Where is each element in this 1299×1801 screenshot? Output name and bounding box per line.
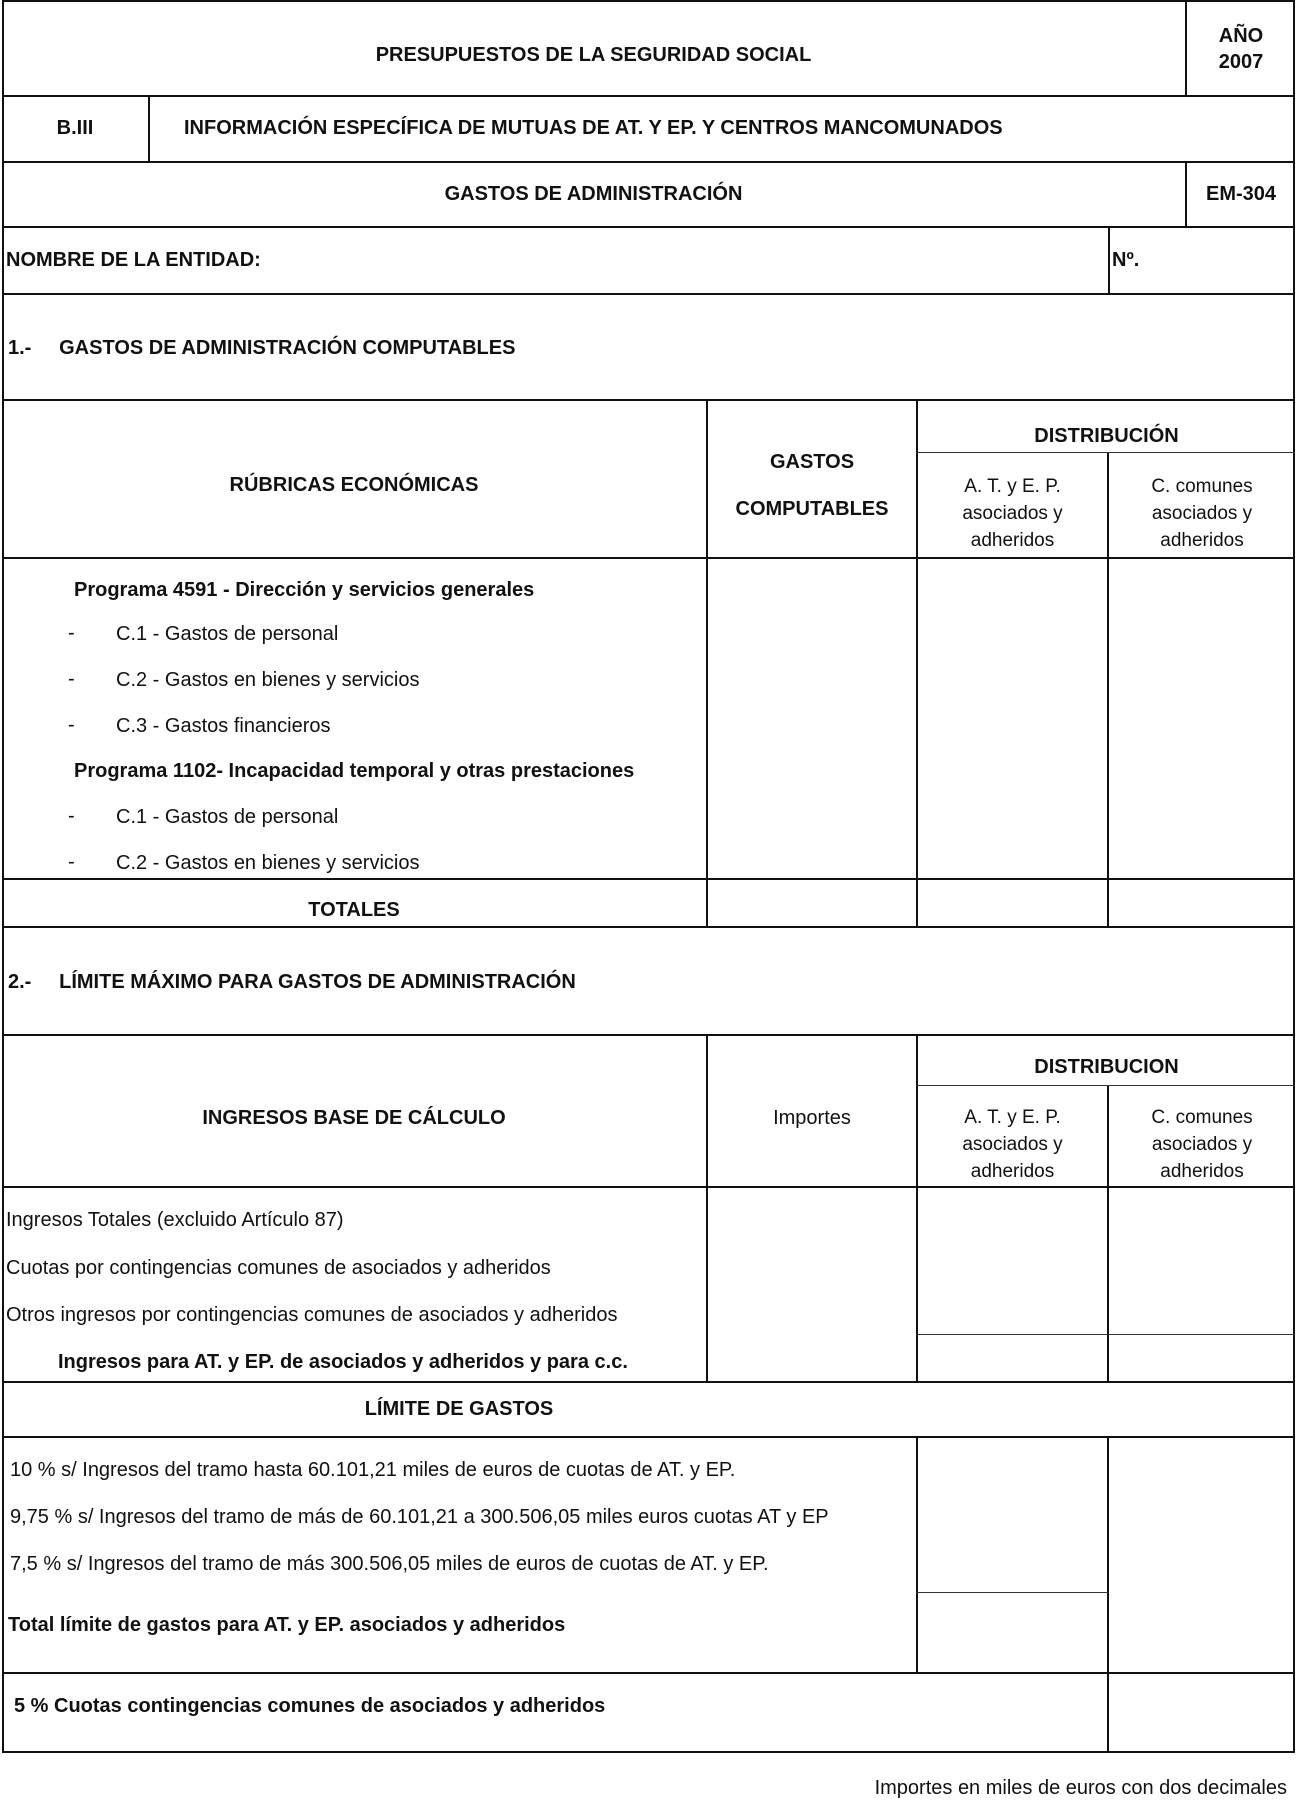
income-total: Ingresos para AT. y EP. de asociados y adheridos y para c.c.	[58, 1351, 628, 1373]
divider	[2, 1186, 1295, 1188]
cuotas-5-percent: 5 % Cuotas contingencias comunes de asociados y adheridos	[14, 1695, 606, 1717]
column-header-importes: Importes	[773, 1107, 851, 1129]
section-code: B.III	[56, 117, 94, 139]
year-label: AÑO	[1218, 25, 1264, 47]
column-header-at: A. T. y E. P.	[964, 476, 1061, 497]
list-item: C.1 - Gastos de personal	[116, 623, 339, 645]
column-header-ingresos: INGRESOS BASE DE CÁLCULO	[202, 1107, 506, 1129]
divider	[2, 926, 1295, 928]
list-item: C.3 - Gastos financieros	[116, 715, 331, 737]
column-header-at: adheridos	[970, 1161, 1055, 1182]
form-code: EM-304	[1205, 183, 1277, 205]
divider	[916, 452, 1295, 453]
divider	[916, 1592, 1108, 1593]
column-header-cc: C. comunes	[1151, 476, 1253, 497]
divider	[148, 95, 150, 162]
section2-title: 2.- LÍMITE MÁXIMO PARA GASTOS DE ADMINISTRACIÓN	[8, 971, 576, 993]
divider	[2, 1436, 1295, 1438]
bullet-dash: -	[68, 805, 75, 827]
column-header-distribucion: DISTRIBUCION	[1034, 1056, 1179, 1078]
column-header-at: asociados y	[962, 503, 1063, 524]
divider	[706, 399, 708, 927]
divider	[1107, 1436, 1109, 1753]
divider	[916, 1034, 918, 1382]
divider	[2, 1381, 1295, 1383]
column-header-cc: asociados y	[1151, 1134, 1253, 1155]
list-item: C.2 - Gastos en bienes y servicios	[116, 852, 420, 874]
entity-name-label: NOMBRE DE LA ENTIDAD:	[6, 249, 261, 271]
divider	[2, 557, 1295, 559]
program-heading: Programa 1102- Incapacidad temporal y otras prestaciones	[74, 760, 635, 782]
column-header-gastos: GASTOS	[769, 451, 855, 473]
column-header-rubricas: RÚBRICAS ECONÓMICAS	[229, 474, 479, 496]
column-header-cc: C. comunes	[1151, 1107, 1253, 1128]
income-row: Ingresos Totales (excluido Artículo 87)	[6, 1209, 344, 1231]
program-heading: Programa 4591 - Dirección y servicios generales	[74, 579, 535, 601]
totals-label: TOTALES	[308, 899, 400, 921]
limit-heading: LÍMITE DE GASTOS	[364, 1398, 554, 1420]
footer-note: Importes en miles de euros con dos decimales	[874, 1777, 1287, 1799]
divider	[2, 226, 1295, 228]
divider	[706, 1034, 708, 1382]
divider	[916, 1334, 1295, 1335]
year-value: 2007	[1218, 51, 1264, 73]
column-header-cc: asociados y	[1151, 503, 1253, 524]
bullet-dash: -	[68, 714, 75, 736]
divider	[2, 95, 1295, 97]
form-title: GASTOS DE ADMINISTRACIÓN	[444, 183, 743, 205]
column-header-at: asociados y	[962, 1134, 1063, 1155]
page-title: PRESUPUESTOS DE LA SEGURIDAD SOCIAL	[375, 44, 812, 66]
divider	[916, 1085, 1295, 1086]
divider	[2, 1034, 1295, 1036]
divider	[1108, 226, 1110, 294]
section-title: INFORMACIÓN ESPECÍFICA DE MUTUAS DE AT. Y EP. Y CENTROS MANCOMUNADOS	[184, 117, 1003, 139]
income-row: Otros ingresos por contingencias comunes de asociados y adheridos	[6, 1304, 618, 1326]
divider	[2, 161, 1295, 163]
divider	[1185, 0, 1187, 96]
bullet-dash: -	[68, 622, 75, 644]
divider	[2, 1672, 1295, 1674]
section1-title: 1.- GASTOS DE ADMINISTRACIÓN COMPUTABLES	[8, 337, 516, 359]
list-item: C.2 - Gastos en bienes y servicios	[116, 669, 420, 691]
limit-row: 7,5 % s/ Ingresos del tramo de más 300.506,05 miles de euros de cuotas de AT. y EP.	[10, 1553, 769, 1575]
divider	[2, 878, 1295, 880]
bullet-dash: -	[68, 851, 75, 873]
column-header-at: adheridos	[970, 530, 1055, 551]
column-header-at: A. T. y E. P.	[964, 1107, 1061, 1128]
divider	[2, 293, 1295, 295]
income-row: Cuotas por contingencias comunes de asociados y adheridos	[6, 1257, 551, 1279]
list-item: C.1 - Gastos de personal	[116, 806, 339, 828]
column-header-cc: adheridos	[1160, 1161, 1244, 1182]
limit-row: 9,75 % s/ Ingresos del tramo de más de 60.101,21 a 300.506,05 miles euros cuotas AT y EP	[10, 1506, 829, 1528]
divider	[916, 1436, 918, 1673]
limit-total: Total límite de gastos para AT. y EP. asociados y adheridos	[8, 1614, 566, 1636]
divider	[2, 399, 1295, 401]
entity-number-label: Nº.	[1112, 249, 1140, 271]
bullet-dash: -	[68, 668, 75, 690]
column-header-distribucion: DISTRIBUCIÓN	[1034, 425, 1179, 447]
limit-row: 10 % s/ Ingresos del tramo hasta 60.101,21 miles de euros de cuotas de AT. y EP.	[10, 1459, 736, 1481]
column-header-cc: adheridos	[1160, 530, 1244, 551]
column-header-gastos: COMPUTABLES	[735, 498, 889, 520]
